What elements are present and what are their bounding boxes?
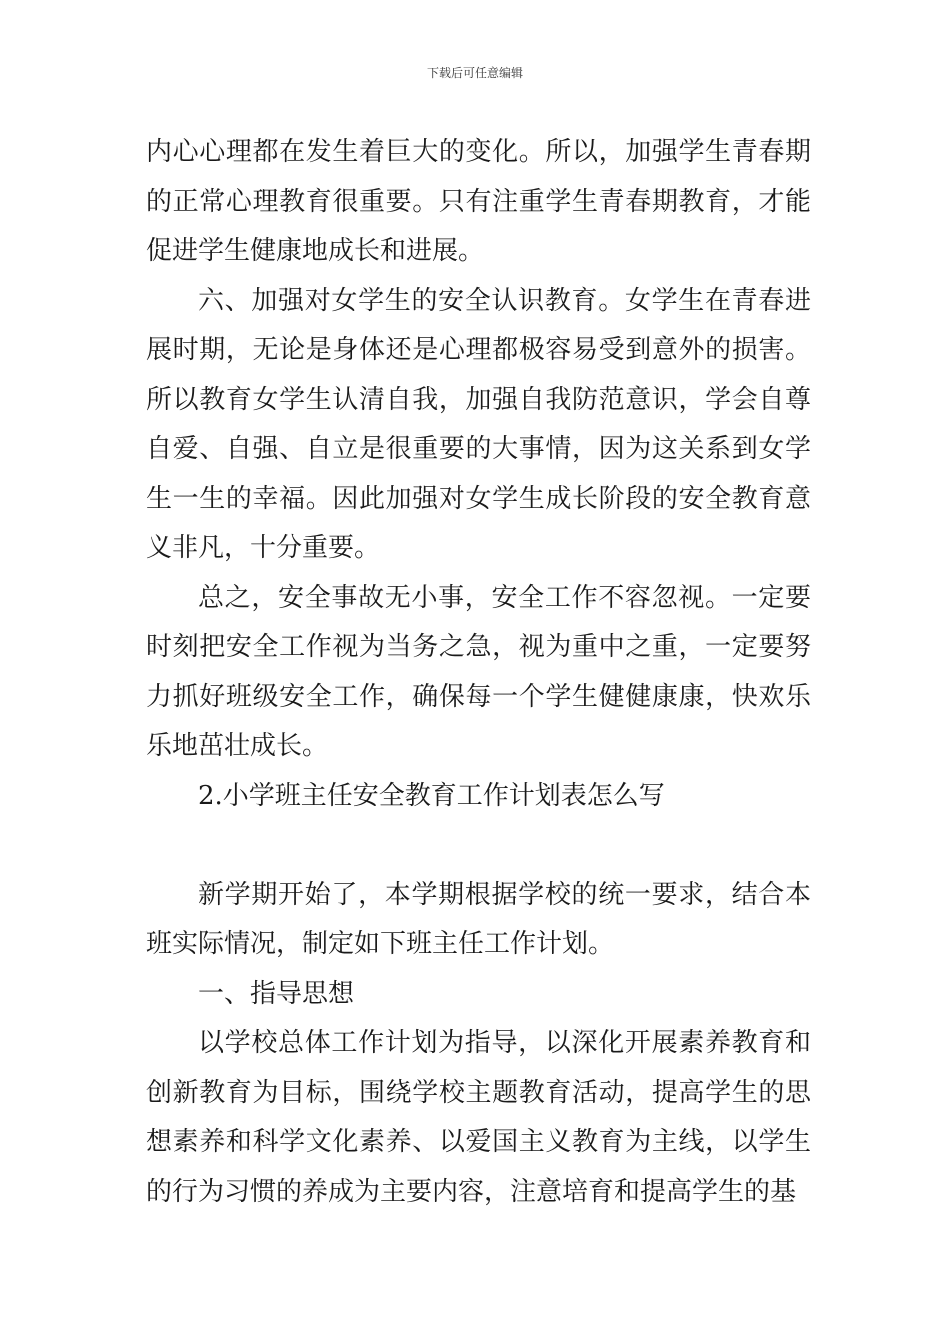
document-body [146,128,811,1217]
blank-line [146,821,811,871]
section-title-guiding-thought: 一、指导思想 [198,978,355,1009]
paragraph-guiding-thought: 以学校总体工作计划为指导，以深化开展素养教育和创新教育为目标，围绕学校主题教育活动，提高学生的思想素养和科学文化素养、以爱国主义教育为主线，以学生的行为习惯的养成为主要内容，注意培育和提高学生的基 [146,1028,811,1207]
paragraph-summary: 总之，安全事故无小事，安全工作不容忽视。一定要时刻把安全工作视为当务之急，视为重中之重，一定要努力抓好班级安全工作，确保每一个学生健健康康，快欢乐乐地茁壮成长。 [146,582,811,761]
page-header: 下载后可任意编辑 [426,66,523,80]
paragraph-psychology: 内心心理都在发生着巨大的变化。所以，加强学生青春期的正常心理教育很重要。只有注重学生青春期教育，才能促进学生健康地成长和进展。 [146,137,811,266]
paragraph-intro: 新学期开始了，本学期根据学校的统一要求，结合本班实际情况，制定如下班主任工作计划。 [146,879,811,959]
section-heading-2: 2.小学班主任安全教育工作计划表怎么写 [198,780,665,811]
paragraph-girls-safety: 六、加强对女学生的安全认识教育。女学生在青春进展时期，无论是身体还是心理都极容易受到意外的损害。所以教育女学生认清自我，加强自我防范意识，学会自尊自爱、自强、自立是很重要的大事情，因为这关系到女学生一生的幸福。因此加强对女学生成长阶段的安全教育意义非凡，十分重要。 [146,285,811,563]
